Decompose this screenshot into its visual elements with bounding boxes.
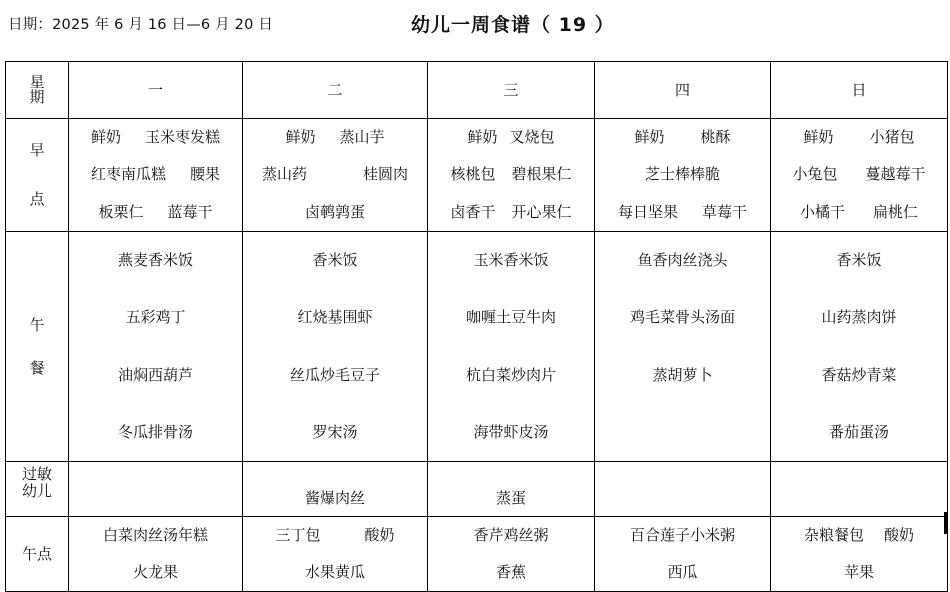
lunch-row [6, 232, 948, 462]
menu-item: 鸡毛菜骨头汤面 [629, 308, 735, 327]
breakfast-cell [69, 119, 243, 232]
row-label-breakfast [6, 119, 69, 232]
menu-item: 板栗仁 [98, 202, 144, 221]
menu-item: 香蕉 [495, 563, 526, 581]
breakfast-cell [243, 119, 428, 232]
menu-item: 核桃包 [450, 165, 496, 184]
afternoon-snack-cell [595, 517, 771, 592]
menu-item: 桂圆肉 [363, 165, 409, 184]
menu-item: 鲜奶 [90, 128, 121, 147]
lunch-cell [595, 232, 771, 462]
menu-item: 香米饭 [312, 251, 358, 270]
menu-item: 罗宋汤 [312, 422, 358, 441]
menu-item: 蒸胡萝卜 [652, 365, 713, 384]
allergy-cell [428, 462, 595, 517]
day-header: 日 [771, 62, 948, 119]
weekly-menu-table [5, 61, 948, 592]
menu-item: 草莓干 [702, 202, 748, 221]
row-label-line: 过敏 [21, 465, 52, 483]
menu-item: 鲜奶 [634, 128, 665, 147]
menu-item: 鲜奶 [285, 128, 316, 147]
menu-item: 小兔包 [792, 165, 838, 184]
afternoon-snack-cell [771, 517, 948, 592]
breakfast-row [6, 119, 948, 232]
allergy-cell [69, 462, 243, 517]
menu-item: 玉米枣发糕 [145, 128, 221, 147]
menu-item: 碧根果仁 [511, 165, 572, 184]
menu-item: 三丁包 [275, 526, 321, 544]
row-label-char: 点 [29, 190, 45, 208]
row-label-allergy [6, 462, 69, 517]
header-row [6, 62, 948, 119]
row-label-char: 午 [29, 315, 45, 334]
row-label-char: 餐 [29, 358, 45, 377]
allergy-cell [595, 462, 771, 517]
row-label-lunch [6, 232, 69, 462]
menu-item: 香芹鸡丝粥 [473, 526, 549, 544]
menu-item: 扁桃仁 [873, 202, 919, 221]
lunch-cell [69, 232, 243, 462]
afternoon-snack-cell [428, 517, 595, 592]
menu-item: 开心果仁 [511, 202, 572, 221]
page-edge-mark [944, 512, 947, 534]
menu-item: 鲜奶 [467, 128, 498, 147]
corner-label-line: 期 [29, 88, 45, 106]
menu-item: 腰果 [190, 165, 221, 184]
lunch-cell [428, 232, 595, 462]
day-header: 二 [243, 62, 428, 119]
afternoon-snack-cell [243, 517, 428, 592]
menu-item: 红烧基围虾 [297, 308, 373, 327]
menu-item: 桃酥 [700, 128, 731, 147]
menu-item: 火龙果 [132, 563, 178, 581]
afternoon-snack-row [6, 517, 948, 592]
menu-item: 鲜奶 [803, 128, 834, 147]
menu-item: 叉烧包 [509, 128, 555, 147]
menu-item: 香菇炒青菜 [821, 365, 897, 384]
day-header: 三 [428, 62, 595, 119]
row-label-char: 早 [29, 141, 45, 159]
afternoon-snack-cell [69, 517, 243, 592]
menu-item: 丝瓜炒毛豆子 [289, 365, 380, 384]
menu-item: 蓝莓干 [167, 202, 213, 221]
allergy-cell [243, 462, 428, 517]
menu-item: 芝士棒棒脆 [644, 165, 720, 184]
menu-item: 百合莲子小米粥 [629, 526, 735, 544]
menu-item: 蒸山芋 [339, 128, 385, 147]
lunch-cell [243, 232, 428, 462]
menu-item: 蒸山药 [261, 165, 307, 184]
menu-item: 卤鹌鹑蛋 [304, 202, 365, 221]
menu-item: 水果黄瓜 [304, 563, 365, 581]
breakfast-cell [771, 119, 948, 232]
day-header: 四 [595, 62, 771, 119]
menu-item: 白菜肉丝汤年糕 [102, 526, 208, 544]
menu-item: 咖喱土豆牛肉 [465, 308, 556, 327]
menu-item: 西瓜 [667, 563, 698, 581]
breakfast-cell [595, 119, 771, 232]
breakfast-cell [428, 119, 595, 232]
row-label-line: 午点 [21, 544, 52, 563]
menu-item: 山药蒸肉饼 [821, 308, 897, 327]
menu-item: 番茄蛋汤 [828, 422, 889, 441]
menu-item: 每日坚果 [617, 202, 678, 221]
menu-item: 苹果 [843, 563, 874, 581]
menu-item: 卤香干 [450, 202, 496, 221]
menu-item: 五彩鸡丁 [125, 308, 186, 327]
menu-item: 酱爆肉丝 [304, 489, 365, 507]
menu-item: 酸奶 [884, 526, 915, 544]
menu-item: 油焖西葫芦 [117, 365, 193, 384]
menu-item: 杭白菜炒肉片 [465, 365, 556, 384]
menu-item: 杂粮餐包 [803, 526, 864, 544]
corner-label-line: 星 [29, 73, 45, 91]
menu-item: 蔓越莓干 [865, 165, 926, 184]
menu-item: 玉米香米饭 [473, 251, 549, 270]
menu-item: 冬瓜排骨汤 [117, 422, 193, 441]
day-header: 一 [69, 62, 243, 119]
menu-item: 小猪包 [869, 128, 915, 147]
menu-item: 红枣南瓜糕 [90, 165, 166, 184]
corner-label [6, 62, 69, 119]
date-range: 日期：2025 年 6 月 16 日—6 月 20 日 [8, 17, 274, 33]
menu-item: 酸奶 [364, 526, 395, 544]
menu-item: 海带虾皮汤 [473, 422, 549, 441]
menu-item: 燕麦香米饭 [117, 251, 193, 270]
menu-item: 香米饭 [836, 251, 882, 270]
page-title: 幼儿一周食谱（ 19 ） [411, 14, 615, 36]
row-label-line: 幼儿 [21, 482, 52, 501]
allergy-cell [771, 462, 948, 517]
menu-item: 蒸蛋 [495, 489, 526, 507]
lunch-cell [771, 232, 948, 462]
menu-item: 鱼香肉丝浇头 [637, 251, 728, 270]
allergy-row [6, 462, 948, 517]
row-label-afternoon-snack [6, 517, 69, 592]
menu-item: 小橘干 [799, 202, 845, 221]
